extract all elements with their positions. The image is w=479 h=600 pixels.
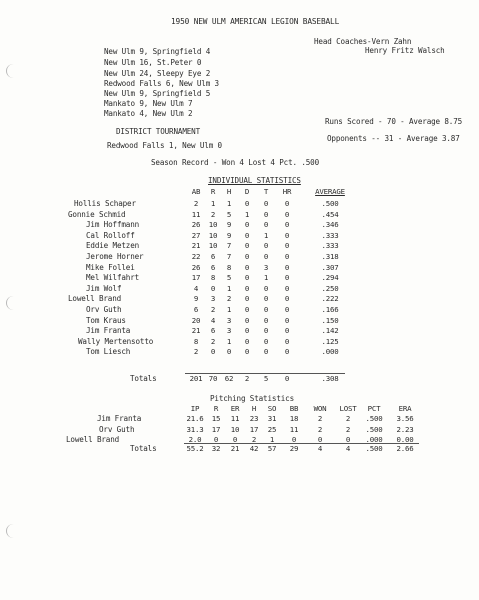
batting-cell: 0 bbox=[244, 294, 250, 304]
batting-player-name: Orv Guth bbox=[86, 305, 122, 314]
batting-cell: 1 bbox=[263, 273, 269, 283]
batting-player-name: Tom Kraus bbox=[86, 315, 126, 325]
batting-cell: 8 bbox=[193, 336, 199, 346]
batting-totals-cell: 5 bbox=[263, 374, 269, 383]
batting-cell: 8 bbox=[226, 262, 232, 272]
batting-player-name: Jim Hoffmann bbox=[86, 220, 140, 230]
batting-cell: 3 bbox=[210, 294, 216, 304]
batting-cell: 3 bbox=[263, 262, 269, 272]
batting-player-name: Tom Liesch bbox=[86, 347, 131, 357]
batting-cell: 0 bbox=[284, 220, 290, 230]
batting-cell: 0 bbox=[284, 273, 290, 283]
batting-cell: 2 bbox=[210, 336, 216, 346]
batting-cell: 0 bbox=[244, 273, 250, 283]
second-coach: Henry Fritz Walsch bbox=[365, 46, 445, 55]
batting-cell: 5 bbox=[226, 273, 232, 283]
pitching-totals-cell: 57 bbox=[267, 444, 277, 453]
batting-cell: 6 bbox=[210, 262, 216, 272]
batting-cell: 2 bbox=[210, 305, 216, 314]
batting-cell: 7 bbox=[226, 252, 232, 261]
pitching-cell: 2.23 bbox=[396, 424, 414, 434]
pitching-col-header: BB bbox=[289, 404, 299, 413]
pitching-cell: 2 bbox=[345, 414, 351, 423]
batting-player-name: Eddie Metzen bbox=[86, 241, 140, 251]
pitching-totals-cell: .500 bbox=[365, 444, 383, 453]
pitching-totals-cell: 21 bbox=[230, 444, 240, 453]
batting-cell: 0 bbox=[263, 209, 269, 219]
batting-cell: 0 bbox=[284, 262, 290, 272]
pitching-cell: 17 bbox=[249, 424, 259, 434]
batting-cell: .346 bbox=[321, 220, 339, 230]
pitching-player-name: Jim Franta bbox=[97, 414, 142, 423]
batting-cell: .307 bbox=[321, 262, 339, 272]
batting-cell: 8 bbox=[210, 273, 216, 283]
batting-cell: 2 bbox=[226, 294, 232, 304]
pitching-totals-cell: 4 bbox=[317, 444, 323, 453]
batting-cell: 6 bbox=[210, 326, 216, 336]
batting-cell: 1 bbox=[244, 209, 250, 219]
batting-cell: 9 bbox=[193, 294, 199, 304]
pitching-cell: 17 bbox=[211, 424, 221, 434]
batting-cell: 6 bbox=[210, 252, 216, 261]
batting-cell: 1 bbox=[226, 283, 232, 293]
batting-player-name: Mel Wilfahrt bbox=[86, 273, 140, 283]
batting-player-name: Wally Mertensotto bbox=[78, 336, 154, 346]
pitching-totals-cell: 42 bbox=[249, 444, 259, 453]
batting-cell: 1 bbox=[226, 199, 232, 208]
batting-cell: .250 bbox=[321, 283, 339, 293]
pitching-cell: 2 bbox=[251, 435, 257, 444]
pitching-cell: 2 bbox=[317, 414, 323, 423]
batting-cell: 0 bbox=[244, 283, 250, 293]
runs-opponents: Opponents -- 31 - Average 3.87 bbox=[327, 134, 460, 143]
batting-cell: 0 bbox=[263, 199, 269, 208]
batting-heading: INDIVIDUAL STATISTICS bbox=[208, 176, 301, 185]
batting-player-name: Jim Franta bbox=[86, 326, 131, 336]
pitching-col-header: LOST bbox=[339, 404, 357, 413]
batting-totals-cell: 62 bbox=[224, 374, 234, 383]
batting-cell: 0 bbox=[263, 220, 269, 230]
batting-cell: 0 bbox=[244, 305, 250, 314]
batting-player-name: Jerome Horner bbox=[86, 252, 144, 261]
pitching-cell: 21.6 bbox=[186, 414, 204, 423]
batting-cell: 10 bbox=[208, 241, 218, 251]
batting-cell: 0 bbox=[284, 315, 290, 325]
batting-cell: .318 bbox=[321, 252, 339, 261]
batting-totals-cell: .308 bbox=[321, 374, 339, 383]
batting-player-name: Hollis Schaper bbox=[74, 199, 136, 208]
batting-cell: 0 bbox=[284, 305, 290, 314]
batting-cell: 0 bbox=[284, 347, 290, 357]
batting-cell: 0 bbox=[244, 326, 250, 336]
batting-player-name: Lowell Brand bbox=[68, 294, 122, 304]
pitching-cell: 15 bbox=[211, 414, 221, 423]
batting-cell: 2 bbox=[193, 199, 199, 208]
pitching-cell: 1 bbox=[269, 435, 275, 444]
runs-scored: Runs Scored - 70 - Average 8.75 bbox=[325, 117, 463, 126]
pitching-cell: 25 bbox=[267, 424, 277, 434]
batting-cell: 9 bbox=[226, 230, 232, 240]
batting-totals-cell: 2 bbox=[244, 374, 250, 383]
pitching-col-header: PCT bbox=[367, 404, 381, 413]
batting-cell: 0 bbox=[263, 347, 269, 357]
batting-col-header: AB bbox=[191, 187, 201, 196]
batting-player-name: Cal Rolloff bbox=[86, 230, 135, 240]
pitching-cell: 11 bbox=[230, 414, 240, 423]
batting-cell: 3 bbox=[226, 326, 232, 336]
pitching-cell: 3.56 bbox=[396, 414, 414, 423]
game-result: New Ulm 24, Sleepy Eye 2 bbox=[104, 69, 211, 78]
batting-cell: .454 bbox=[321, 209, 339, 219]
batting-cell: 0 bbox=[244, 262, 250, 272]
pitching-cell: 0.00 bbox=[396, 435, 414, 444]
batting-cell: 0 bbox=[263, 336, 269, 346]
batting-cell: 2 bbox=[210, 209, 216, 219]
batting-cell: 1 bbox=[210, 199, 216, 208]
pitching-cell: .500 bbox=[365, 414, 383, 423]
batting-cell: 0 bbox=[284, 252, 290, 261]
batting-cell: .333 bbox=[321, 230, 339, 240]
batting-cell: 0 bbox=[210, 347, 216, 357]
batting-cell: 0 bbox=[210, 283, 216, 293]
batting-cell: .294 bbox=[321, 273, 339, 283]
batting-cell: 7 bbox=[226, 241, 232, 251]
batting-cell: 10 bbox=[208, 220, 218, 230]
batting-cell: 6 bbox=[193, 305, 199, 314]
batting-cell: .222 bbox=[321, 294, 339, 304]
pitching-heading: Pitching Statistics bbox=[210, 394, 295, 403]
district-heading: DISTRICT TOURNAMENT bbox=[116, 127, 201, 136]
batting-cell: 21 bbox=[191, 241, 201, 251]
batting-totals-cell: 201 bbox=[189, 374, 203, 383]
pitching-col-header: R bbox=[213, 404, 219, 413]
batting-cell: 5 bbox=[226, 209, 232, 219]
batting-cell: 21 bbox=[191, 326, 201, 336]
batting-col-header: AVERAGE bbox=[315, 187, 345, 196]
batting-cell: 0 bbox=[284, 326, 290, 336]
batting-cell: 0 bbox=[244, 199, 250, 208]
batting-cell: 0 bbox=[284, 199, 290, 208]
pitching-col-header: H bbox=[251, 404, 257, 413]
pitching-player-name: Lowell Brand bbox=[66, 435, 120, 444]
batting-cell: 0 bbox=[263, 305, 269, 314]
batting-cell: 0 bbox=[284, 209, 290, 219]
pitching-cell: 0 bbox=[291, 435, 297, 444]
batting-cell: 3 bbox=[226, 315, 232, 325]
batting-cell: 26 bbox=[191, 262, 201, 272]
batting-cell: 11 bbox=[191, 209, 201, 219]
batting-cell: 4 bbox=[193, 283, 199, 293]
batting-cell: 0 bbox=[263, 326, 269, 336]
game-result: New Ulm 9, Springfield 5 bbox=[104, 89, 211, 98]
batting-cell: 2 bbox=[193, 347, 199, 357]
batting-player-name: Jim Wolf bbox=[86, 283, 122, 293]
batting-cell: 1 bbox=[226, 305, 232, 314]
page-title: 1950 NEW ULM AMERICAN LEGION BASEBALL bbox=[171, 17, 340, 26]
pitching-cell: .500 bbox=[365, 424, 383, 434]
pitching-cell: 2.0 bbox=[188, 435, 202, 444]
district-game: Redwood Falls 1, New Ulm 0 bbox=[107, 141, 222, 150]
game-result: New Ulm 9, Springfield 4 bbox=[104, 47, 211, 56]
game-result: New Ulm 16, St.Peter 0 bbox=[104, 58, 202, 67]
binder-hole bbox=[6, 296, 21, 310]
batting-cell: 0 bbox=[244, 220, 250, 230]
batting-cell: .142 bbox=[321, 326, 339, 336]
batting-cell: 0 bbox=[263, 294, 269, 304]
pitching-cell: 10 bbox=[230, 424, 240, 434]
batting-cell: 10 bbox=[208, 230, 218, 240]
pitching-cell: 0 bbox=[317, 435, 323, 444]
pitching-col-header: IP bbox=[190, 404, 200, 413]
batting-cell: 0 bbox=[284, 230, 290, 240]
pitching-cell: 31.3 bbox=[186, 424, 204, 434]
batting-cell: 17 bbox=[191, 273, 201, 283]
pitching-totals-cell: 4 bbox=[345, 444, 351, 453]
batting-cell: 1 bbox=[226, 336, 232, 346]
pitching-cell: 23 bbox=[249, 414, 259, 423]
pitching-totals-cell: 55.2 bbox=[186, 444, 204, 453]
batting-cell: .166 bbox=[321, 305, 339, 314]
pitching-cell: 0 bbox=[213, 435, 219, 444]
batting-col-header: R bbox=[210, 187, 216, 196]
head-coaches: Head Coaches-Vern Zahn bbox=[314, 37, 412, 46]
batting-cell: 4 bbox=[210, 315, 216, 325]
batting-totals-cell: 70 bbox=[208, 374, 218, 383]
batting-cell: 0 bbox=[284, 336, 290, 346]
pitching-col-header: ERA bbox=[398, 404, 412, 413]
batting-cell: 20 bbox=[191, 315, 201, 325]
pitching-player-name: Orv Guth bbox=[99, 424, 135, 434]
pitching-cell: 0 bbox=[232, 435, 238, 444]
pitching-cell: 31 bbox=[267, 414, 277, 423]
pitching-col-header: ER bbox=[230, 404, 240, 413]
pitching-cell: .000 bbox=[365, 435, 383, 444]
batting-cell: 9 bbox=[226, 220, 232, 230]
batting-cell: 0 bbox=[284, 294, 290, 304]
batting-cell: 0 bbox=[244, 315, 250, 325]
batting-cell: .125 bbox=[321, 336, 339, 346]
batting-cell: .500 bbox=[321, 199, 339, 208]
batting-cell: 0 bbox=[226, 347, 232, 357]
batting-cell: 0 bbox=[263, 252, 269, 261]
batting-cell: .333 bbox=[321, 241, 339, 251]
batting-col-header: D bbox=[244, 187, 250, 196]
batting-player-name: Mike Follei bbox=[86, 262, 135, 272]
binder-hole bbox=[6, 524, 21, 538]
batting-cell: 0 bbox=[244, 230, 250, 240]
batting-cell: 0 bbox=[263, 315, 269, 325]
batting-cell: 0 bbox=[244, 347, 250, 357]
binder-hole bbox=[6, 64, 21, 78]
pitching-totals-cell: 2.66 bbox=[396, 444, 414, 453]
pitching-col-header: WON bbox=[313, 404, 327, 413]
batting-col-header: HR bbox=[282, 187, 292, 196]
batting-cell: .150 bbox=[321, 315, 339, 325]
pitching-cell: 0 bbox=[345, 435, 351, 444]
batting-cell: 0 bbox=[244, 336, 250, 346]
pitching-cell: 2 bbox=[317, 424, 323, 434]
game-result: Redwood Falls 6, New Ulm 3 bbox=[104, 79, 219, 88]
batting-cell: 0 bbox=[244, 252, 250, 261]
game-result: Mankato 4, New Ulm 2 bbox=[104, 109, 193, 118]
batting-totals-cell: 0 bbox=[284, 374, 290, 383]
batting-cell: 0 bbox=[263, 241, 269, 251]
pitching-totals-cell: 29 bbox=[289, 444, 299, 453]
game-result: Mankato 9, New Ulm 7 bbox=[104, 99, 193, 108]
batting-player-name: Gonnie Schmid bbox=[68, 209, 126, 219]
batting-cell: 22 bbox=[191, 252, 201, 261]
pitching-cell: 2 bbox=[345, 424, 351, 434]
batting-col-header: H bbox=[226, 187, 232, 196]
batting-totals-label: Totals bbox=[130, 374, 157, 383]
batting-cell: 0 bbox=[263, 283, 269, 293]
pitching-col-header: SO bbox=[267, 404, 277, 413]
batting-cell: .000 bbox=[321, 347, 339, 357]
batting-col-header: T bbox=[263, 187, 269, 196]
batting-cell: 26 bbox=[191, 220, 201, 230]
batting-cell: 0 bbox=[244, 241, 250, 251]
pitching-totals-label: Totals bbox=[130, 444, 157, 453]
pitching-totals-cell: 32 bbox=[211, 444, 221, 453]
pitching-cell: 11 bbox=[289, 424, 299, 434]
batting-cell: 0 bbox=[284, 241, 290, 251]
batting-cell: 27 bbox=[191, 230, 201, 240]
batting-cell: 1 bbox=[263, 230, 269, 240]
season-record: Season Record - Won 4 Lost 4 Pct. .500 bbox=[151, 158, 320, 167]
batting-cell: 0 bbox=[284, 283, 290, 293]
pitching-cell: 18 bbox=[289, 414, 299, 423]
